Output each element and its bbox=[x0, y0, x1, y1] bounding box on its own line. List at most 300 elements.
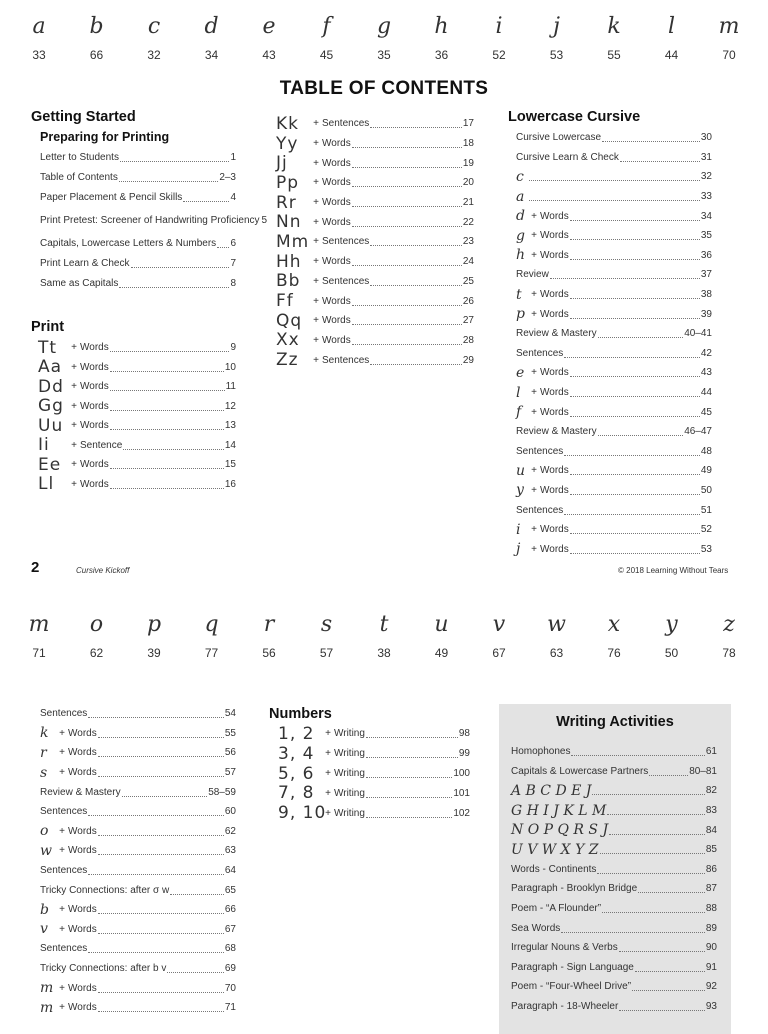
toc-entry-page: 4 bbox=[230, 191, 236, 203]
print-entry-page: 25 bbox=[462, 275, 474, 287]
print-letter-pair: Hh bbox=[276, 251, 302, 272]
toc-entry bbox=[40, 234, 236, 254]
print-entry-label: Sentences bbox=[322, 354, 370, 366]
toc-entry bbox=[40, 187, 236, 207]
print-entry-page: 15 bbox=[224, 459, 236, 471]
cursive-entry bbox=[40, 802, 236, 822]
dot-leader bbox=[352, 159, 462, 168]
number-entry bbox=[278, 724, 470, 744]
print-entry-label: Words bbox=[80, 478, 109, 490]
bottom-letter-cell bbox=[359, 612, 409, 660]
print-entry-page: 28 bbox=[462, 334, 474, 346]
dot-leader bbox=[570, 545, 700, 554]
print-entry bbox=[276, 252, 474, 272]
dot-leader bbox=[131, 259, 230, 268]
cursive-entry-label: Words bbox=[540, 524, 569, 536]
cursive-entry-label: Words bbox=[68, 727, 97, 739]
cursive-letter: y bbox=[516, 482, 524, 499]
top-letter-cell bbox=[474, 14, 524, 62]
print-entry bbox=[276, 173, 474, 193]
cursive-entry-label: Words bbox=[540, 406, 569, 418]
top-letter-cell bbox=[417, 14, 467, 62]
plus-sign: + bbox=[59, 727, 65, 739]
number-pair: 1, 2 bbox=[278, 723, 315, 744]
toc-entry-page: 1 bbox=[230, 152, 236, 164]
top-letter-page-number: 66 bbox=[89, 48, 104, 62]
bottom-letter-glyph: m bbox=[28, 612, 50, 637]
number-entry-label: Writing bbox=[334, 728, 365, 740]
activity-entry-label: Poem - “Four-Wheel Drive” bbox=[511, 981, 632, 993]
activity-entry bbox=[511, 742, 717, 762]
dot-leader bbox=[98, 1003, 224, 1012]
cursive-entry-page: 35 bbox=[700, 230, 712, 242]
plus-sign: + bbox=[59, 767, 65, 779]
cursive-entry-page: 45 bbox=[700, 406, 712, 418]
top-letter-glyph: j bbox=[553, 14, 560, 39]
bottom-letter-glyph: u bbox=[434, 612, 449, 637]
top-letter-glyph: f bbox=[322, 14, 331, 39]
cursive-entry-label: Words bbox=[68, 767, 97, 779]
print-letter-pair: Ii bbox=[38, 435, 50, 456]
cursive-entry-label: Words bbox=[68, 982, 97, 994]
top-letter-page-number: 32 bbox=[147, 48, 161, 62]
print-entry bbox=[276, 311, 474, 331]
plus-sign: + bbox=[59, 825, 65, 837]
dot-leader bbox=[649, 767, 688, 776]
toc-entry bbox=[40, 168, 236, 188]
plus-sign: + bbox=[313, 216, 319, 228]
dot-leader bbox=[592, 786, 704, 795]
cursive-entry-label: Cursive Lowercase bbox=[516, 132, 602, 144]
cursive-letter: g bbox=[516, 227, 525, 244]
dot-leader bbox=[366, 809, 452, 818]
plus-sign: + bbox=[71, 400, 77, 412]
bottom-letter-glyph: o bbox=[89, 612, 104, 637]
cursive-entry bbox=[516, 304, 712, 324]
book-title: Cursive Kickoff bbox=[76, 566, 130, 575]
print-entry bbox=[276, 350, 474, 370]
plus-sign: + bbox=[325, 748, 331, 760]
top-letter-cell bbox=[14, 14, 64, 62]
top-letter-glyph: k bbox=[607, 14, 621, 39]
cursive-entry-label: Review & Mastery bbox=[516, 426, 597, 438]
cursive-entry-label: Words bbox=[68, 825, 97, 837]
activity-entry bbox=[511, 938, 717, 958]
print-entry-label: Words bbox=[80, 459, 109, 471]
dot-leader bbox=[122, 788, 208, 797]
activity-entry bbox=[511, 958, 717, 978]
number-entry-page: 99 bbox=[458, 748, 470, 760]
dot-leader bbox=[564, 447, 700, 456]
plus-sign: + bbox=[313, 118, 319, 130]
dot-leader bbox=[120, 153, 229, 162]
cursive-entry-label: Words bbox=[68, 923, 97, 935]
cursive-letter: s bbox=[40, 764, 48, 781]
dot-leader bbox=[370, 237, 462, 246]
bottom-letter-glyph: q bbox=[204, 612, 219, 637]
cursive-entry bbox=[516, 461, 712, 481]
top-letter-cell bbox=[704, 14, 754, 62]
print-entry bbox=[276, 331, 474, 351]
cursive-entry bbox=[516, 187, 712, 207]
dot-leader bbox=[366, 749, 458, 758]
plus-sign: + bbox=[531, 543, 537, 555]
print-entry bbox=[276, 212, 474, 232]
cursive-letter: j bbox=[516, 541, 521, 558]
print-entry-label: Words bbox=[322, 256, 351, 268]
cursive-entry-label: Words bbox=[540, 308, 569, 320]
activity-entry-label: Capitals & Lowercase Partners bbox=[511, 765, 649, 777]
activity-entry-label: Homophones bbox=[511, 746, 571, 758]
bottom-letter-glyph: r bbox=[263, 612, 275, 637]
toc-entry bbox=[40, 273, 236, 293]
toc-entry-page: 2–3 bbox=[219, 172, 236, 184]
print-entry-label: Words bbox=[322, 177, 351, 189]
page-number: 2 bbox=[31, 559, 40, 576]
bottom-letter-glyph: z bbox=[723, 612, 735, 637]
cursive-entry bbox=[40, 782, 236, 802]
cursive-entry bbox=[40, 841, 236, 861]
cursive-entry-label: Sentences bbox=[40, 943, 88, 955]
plus-sign: + bbox=[71, 381, 77, 393]
cursive-entry-page: 40–41 bbox=[684, 328, 712, 340]
print-letter-pair: Bb bbox=[276, 271, 301, 292]
cursive-entry-label: Words bbox=[540, 484, 569, 496]
cursive-entry-label: Words bbox=[540, 249, 569, 261]
print-letter-pair: Nn bbox=[276, 212, 302, 233]
print-entry bbox=[38, 455, 236, 475]
writing-activities-list bbox=[511, 742, 717, 1016]
cursive-entry bbox=[516, 442, 712, 462]
top-letter-cell bbox=[359, 14, 409, 62]
cursive-entry-label: Words bbox=[540, 387, 569, 399]
bottom-letter-page-number: 78 bbox=[722, 646, 736, 660]
dot-leader bbox=[352, 139, 462, 148]
print-letter-pair: Dd bbox=[38, 376, 64, 397]
dot-leader bbox=[598, 329, 684, 338]
cursive-entry bbox=[516, 167, 712, 187]
cursive-entry-label: Tricky Connections: after σ w bbox=[40, 884, 170, 896]
plus-sign: + bbox=[313, 256, 319, 268]
getting-started-heading: Getting Started bbox=[31, 109, 136, 125]
cursive-entry-page: 66 bbox=[224, 904, 236, 916]
dot-leader bbox=[550, 270, 700, 279]
bottom-letter-page-number: 76 bbox=[607, 646, 621, 660]
bottom-letter-page-number: 38 bbox=[377, 646, 391, 660]
activity-entry bbox=[511, 820, 717, 840]
cursive-entry bbox=[516, 265, 712, 285]
top-letter-glyph: h bbox=[434, 14, 449, 39]
top-letter-cell bbox=[244, 14, 294, 62]
dot-leader bbox=[570, 525, 700, 534]
dot-leader bbox=[352, 178, 462, 187]
dot-leader bbox=[183, 193, 229, 202]
cursive-letter: l bbox=[516, 384, 521, 401]
cursive-entry-page: 37 bbox=[700, 269, 712, 281]
number-entry bbox=[278, 783, 470, 803]
print-entry bbox=[276, 114, 474, 134]
dot-leader bbox=[98, 984, 224, 993]
cursive-entry bbox=[516, 206, 712, 226]
dot-leader bbox=[98, 905, 224, 914]
dot-leader bbox=[110, 480, 224, 489]
cursive-entry-page: 32 bbox=[700, 171, 712, 183]
number-pair: 7, 8 bbox=[278, 783, 315, 804]
print-entry-label: Sentences bbox=[322, 236, 370, 248]
dot-leader bbox=[564, 506, 700, 515]
bottom-letter-cell bbox=[244, 612, 294, 660]
cursive-entry-page: 49 bbox=[700, 465, 712, 477]
bottom-letter-cell bbox=[589, 612, 639, 660]
dot-leader bbox=[602, 904, 705, 913]
plus-sign: + bbox=[313, 354, 319, 366]
dot-leader bbox=[638, 884, 705, 893]
cursive-entry bbox=[516, 148, 712, 168]
number-pair: 3, 4 bbox=[278, 743, 315, 764]
cursive-entry-label: Sentences bbox=[40, 806, 88, 818]
print-entry bbox=[38, 397, 236, 417]
toc-entry-label: Print Learn & Check bbox=[40, 258, 130, 270]
dot-leader bbox=[110, 421, 224, 430]
activity-entry-page: 85 bbox=[705, 844, 717, 856]
print-entry-page: 17 bbox=[462, 118, 474, 130]
print-letter-pair: Tt bbox=[38, 337, 58, 358]
cursive-entry-page: 67 bbox=[224, 923, 236, 935]
cursive-entry-page: 62 bbox=[224, 825, 236, 837]
top-letter-glyph: m bbox=[718, 14, 740, 39]
dot-leader bbox=[597, 865, 704, 874]
print-letter-pair: Qq bbox=[276, 310, 303, 331]
print-entry-label: Words bbox=[80, 361, 109, 373]
print-entry-page: 13 bbox=[224, 420, 236, 432]
plus-sign: + bbox=[531, 406, 537, 418]
plus-sign: + bbox=[59, 904, 65, 916]
print-entry-page: 10 bbox=[224, 361, 236, 373]
cursive-entry-label: Words bbox=[68, 1002, 97, 1014]
number-entry-label: Writing bbox=[334, 767, 365, 779]
activity-entry bbox=[511, 918, 717, 938]
bottom-letter-page-number: 56 bbox=[262, 646, 276, 660]
activity-entry-label: Words - Continents bbox=[511, 863, 597, 875]
bottom-letter-glyph: v bbox=[492, 612, 506, 637]
cursive-entry-page: 69 bbox=[224, 963, 236, 975]
print-entry bbox=[276, 291, 474, 311]
cursive-entry bbox=[40, 743, 236, 763]
dot-leader bbox=[570, 388, 700, 397]
dot-leader bbox=[570, 290, 700, 299]
print-entry-page: 14 bbox=[224, 439, 236, 451]
cursive-entry bbox=[516, 363, 712, 383]
dot-leader bbox=[370, 119, 462, 128]
dot-leader bbox=[352, 316, 462, 325]
print-letter-pair: Kk bbox=[276, 113, 299, 134]
print-entry bbox=[38, 358, 236, 378]
activity-entry bbox=[511, 997, 717, 1017]
writing-activities-heading: Writing Activities bbox=[556, 714, 674, 730]
print-entry-label: Sentences bbox=[322, 118, 370, 130]
dot-leader bbox=[98, 846, 224, 855]
bottom-letter-page-number: 71 bbox=[32, 646, 46, 660]
cursive-entry-page: 63 bbox=[224, 845, 236, 857]
cursive-entry bbox=[40, 998, 236, 1018]
dot-leader bbox=[98, 729, 224, 738]
lowercase-cursive-heading: Lowercase Cursive bbox=[508, 109, 641, 125]
print-entry-page: 21 bbox=[462, 197, 474, 209]
toc-entry bbox=[40, 148, 236, 168]
dot-leader bbox=[167, 964, 224, 973]
plus-sign: + bbox=[313, 177, 319, 189]
bottom-letter-page-number: 67 bbox=[492, 646, 506, 660]
print-entry-page: 23 bbox=[462, 236, 474, 248]
bottom-letter-glyph: p bbox=[146, 612, 162, 637]
cursive-entry bbox=[516, 246, 712, 266]
plus-sign: + bbox=[59, 845, 65, 857]
dot-leader bbox=[570, 231, 700, 240]
activity-entry-page: 84 bbox=[705, 824, 717, 836]
print-entry-page: 16 bbox=[224, 478, 236, 490]
activity-entry-page: 92 bbox=[705, 981, 717, 993]
number-entry-page: 98 bbox=[458, 728, 470, 740]
cursive-entry bbox=[40, 704, 236, 724]
print-letter-pair: Yy bbox=[276, 133, 299, 154]
cursive-letter: u bbox=[516, 462, 526, 479]
top-letter-glyph: b bbox=[89, 14, 104, 39]
top-letter-page-number: 36 bbox=[434, 48, 449, 62]
top-letter-page-number: 43 bbox=[262, 48, 276, 62]
activity-entry bbox=[511, 801, 717, 821]
print-entry-label: Words bbox=[80, 400, 109, 412]
cursive-capitals: G H I J K L M bbox=[511, 802, 607, 819]
dot-leader bbox=[88, 944, 224, 953]
cursive-entry bbox=[516, 226, 712, 246]
dot-leader bbox=[570, 486, 700, 495]
cursive-capitals: A B C D E J bbox=[511, 782, 592, 799]
cursive-entry bbox=[40, 959, 236, 979]
activity-entry bbox=[511, 860, 717, 880]
dot-leader bbox=[602, 133, 700, 142]
print-heading: Print bbox=[31, 319, 65, 335]
activity-entry-page: 87 bbox=[705, 883, 717, 895]
cursive-entry-page: 42 bbox=[700, 347, 712, 359]
cursive-entry bbox=[516, 324, 712, 344]
page3-cursive-list bbox=[40, 704, 236, 1018]
top-letter-glyph: a bbox=[32, 14, 46, 39]
top-letter-glyph: d bbox=[204, 14, 219, 39]
number-entry-page: 100 bbox=[453, 767, 470, 779]
middle-print-list bbox=[276, 114, 474, 370]
print-entry-page: 29 bbox=[462, 354, 474, 366]
bottom-letter-glyph: x bbox=[607, 612, 621, 637]
dot-leader bbox=[352, 198, 462, 207]
cursive-entry bbox=[516, 539, 712, 559]
cursive-letter: o bbox=[40, 823, 49, 840]
dot-leader bbox=[632, 982, 705, 991]
print-entry bbox=[276, 153, 474, 173]
page-title: TABLE OF CONTENTS bbox=[279, 78, 489, 99]
cursive-entry-page: 39 bbox=[700, 308, 712, 320]
dot-leader bbox=[619, 943, 705, 952]
top-letter-glyph: l bbox=[667, 14, 676, 39]
plus-sign: + bbox=[313, 138, 319, 150]
bottom-letter-cell bbox=[14, 612, 64, 660]
top-letter-cell bbox=[129, 14, 179, 62]
plus-sign: + bbox=[59, 923, 65, 935]
dot-leader bbox=[88, 866, 224, 875]
cursive-letter: m bbox=[40, 999, 54, 1016]
print-entry-page: 20 bbox=[462, 177, 474, 189]
dot-leader bbox=[570, 408, 700, 417]
bottom-letter-glyph: s bbox=[320, 612, 333, 637]
top-letter-glyph: g bbox=[376, 14, 392, 39]
top-letter-page-number: 52 bbox=[492, 48, 506, 62]
cursive-entry bbox=[40, 939, 236, 959]
lowercase-cursive-list bbox=[516, 128, 712, 559]
print-entry-page: 12 bbox=[224, 400, 236, 412]
print-entry-page: 19 bbox=[462, 157, 474, 169]
bottom-letter-cell bbox=[704, 612, 754, 660]
plus-sign: + bbox=[59, 747, 65, 759]
dot-leader bbox=[370, 277, 462, 286]
print-entry bbox=[38, 377, 236, 397]
activity-entry-label: Poem - “A Flounder” bbox=[511, 903, 602, 915]
activity-entry-page: 86 bbox=[705, 863, 717, 875]
activity-entry-page: 89 bbox=[705, 922, 717, 934]
activity-entry-page: 90 bbox=[705, 942, 717, 954]
plus-sign: + bbox=[313, 275, 319, 287]
dot-leader bbox=[366, 769, 452, 778]
plus-sign: + bbox=[313, 197, 319, 209]
top-letter-cell bbox=[302, 14, 352, 62]
plus-sign: + bbox=[313, 315, 319, 327]
cursive-entry-page: 50 bbox=[700, 484, 712, 496]
print-entry bbox=[276, 134, 474, 154]
cursive-entry-label: Tricky Connections: after b v bbox=[40, 963, 167, 975]
cursive-letter: t bbox=[516, 286, 522, 303]
top-letter-page-number: 34 bbox=[204, 48, 219, 62]
cursive-entry bbox=[516, 285, 712, 305]
cursive-letter: k bbox=[40, 725, 49, 742]
cursive-entry-label: Words bbox=[68, 747, 97, 759]
activity-entry bbox=[511, 840, 717, 860]
cursive-entry bbox=[40, 724, 236, 744]
dot-leader bbox=[170, 886, 224, 895]
bottom-letter-cell bbox=[474, 612, 524, 660]
copyright: © 2018 Learning Without Tears bbox=[618, 566, 729, 575]
plus-sign: + bbox=[531, 524, 537, 536]
cursive-letter: f bbox=[516, 404, 522, 421]
cursive-entry bbox=[516, 383, 712, 403]
cursive-entry-page: 70 bbox=[224, 982, 236, 994]
numbers-heading: Numbers bbox=[269, 706, 332, 722]
cursive-entry-label: Review & Mastery bbox=[40, 786, 121, 798]
toc-entry-label: Table of Contents bbox=[40, 172, 118, 184]
cursive-letter: a bbox=[516, 188, 525, 205]
dot-leader bbox=[529, 172, 700, 181]
activity-entry-label: Paragraph - Sign Language bbox=[511, 961, 634, 973]
cursive-entry bbox=[516, 344, 712, 364]
print-letter-pair: Uu bbox=[38, 415, 64, 436]
dot-leader bbox=[570, 466, 700, 475]
cursive-entry-page: 68 bbox=[224, 943, 236, 955]
dot-leader bbox=[600, 845, 705, 854]
cursive-letter: i bbox=[516, 521, 521, 538]
print-entry bbox=[276, 232, 474, 252]
print-letter-pair: Mm bbox=[276, 231, 310, 252]
number-entry-label: Writing bbox=[334, 807, 365, 819]
activity-entry bbox=[511, 781, 717, 801]
cursive-entry-label: Review bbox=[516, 269, 549, 281]
cursive-entry bbox=[516, 402, 712, 422]
